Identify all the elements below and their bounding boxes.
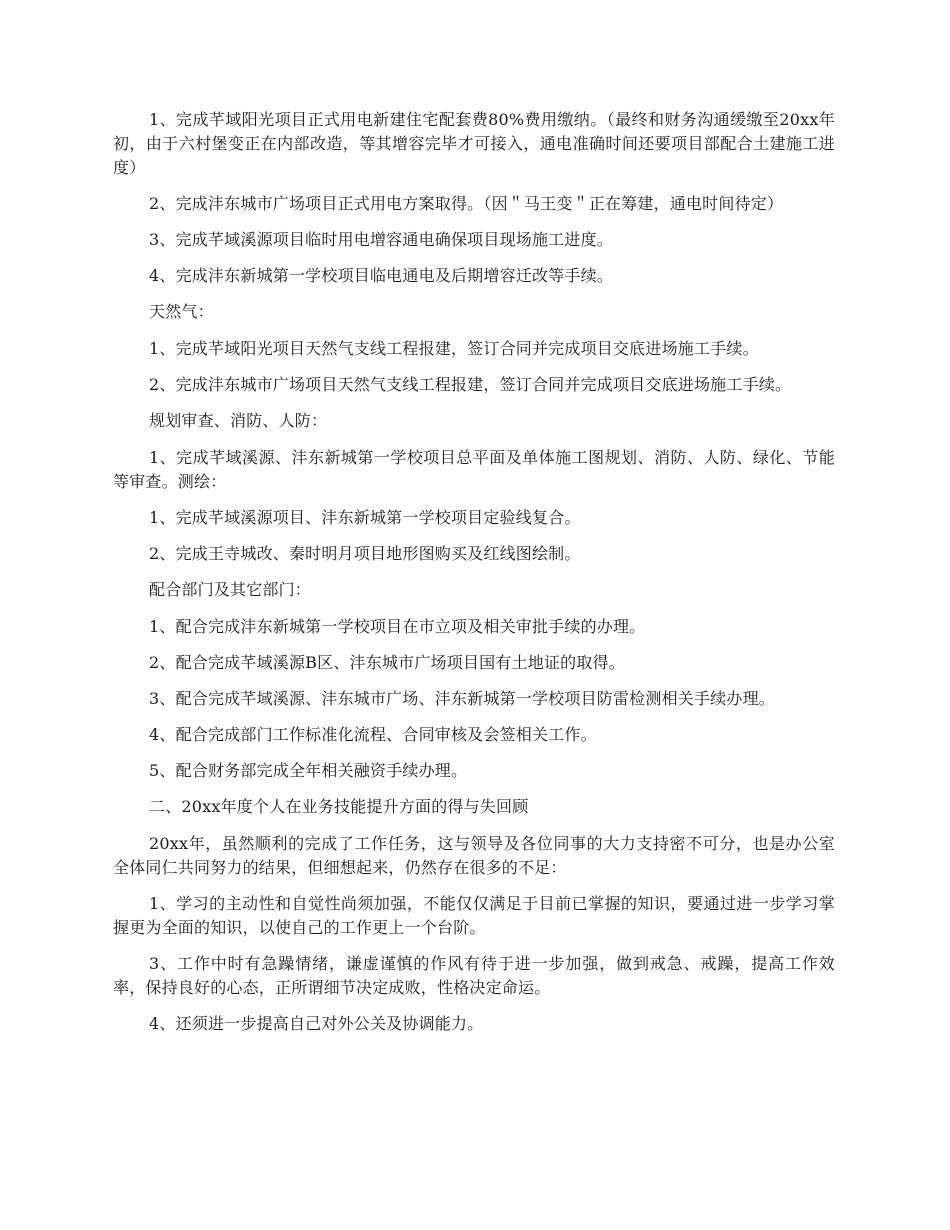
paragraph-electricity-item-4: 4、完成沣东新城第一学校项目临电通电及后期增容迁改等手续。 <box>149 266 613 285</box>
paragraph-cooperation-item-5: 5、配合财务部完成全年相关融资手续办理。 <box>149 761 468 780</box>
section-heading-natural-gas: 天然气： <box>149 302 214 321</box>
document-body <box>113 108 835 1048</box>
paragraph-review-item-4: 4、还须进一步提高自己对外公关及协调能力。 <box>149 1014 484 1033</box>
paragraph-gas-item-2: 2、完成沣东城市广场项目天然气支线工程报建，签订合同并完成项目交底进场施工手续。 <box>149 375 792 394</box>
paragraph-cooperation-item-1: 1、配合完成沣东新城第一学校项目在市立项及相关审批手续的办理。 <box>149 617 646 636</box>
paragraph-gas-item-1: 1、完成芊域阳光项目天然气支线工程报建，签订合同并完成项目交底进场施工手续。 <box>149 339 759 358</box>
paragraph-electricity-item-2: 2、完成沣东城市广场项目正式用电方案取得。（因＂马王变＂正在筹建，通电时间待定） <box>149 194 784 213</box>
paragraph-electricity-item-1: 1、完成芊域阳光项目正式用电新建住宅配套费80%费用缴纳。（最终和财务沟通缓缴至20xx年初，由于六村堡变正在内部改造，等其增容完毕才可接入，通电准确时间还要项目部配合土建施工进度） <box>113 110 835 177</box>
paragraph-cooperation-item-4: 4、配合完成部门工作标准化流程、合同审核及会签相关工作。 <box>149 725 597 744</box>
section-heading-cooperation: 配合部门及其它部门： <box>149 580 312 599</box>
paragraph-electricity-item-3: 3、完成芊域溪源项目临时用电增容通电确保项目现场施工进度。 <box>149 230 613 249</box>
paragraph-review-item-1: 1、学习的主动性和自觉性尚须加强，不能仅仅满足于目前已掌握的知识，要通过进一步学习掌握更为全面的知识，以使自己的工作更上一个台阶。 <box>113 894 835 937</box>
paragraph-survey-item-1: 1、完成芊域溪源项目、沣东新城第一学校项目定验线复合。 <box>149 508 581 527</box>
paragraph-review-item-3: 3、工作中时有急躁情绪，谦虚谨慎的作风有待于进一步加强，做到戒急、戒躁，提高工作效率，保持良好的心态，正所谓细节决定成败，性格决定命运。 <box>113 954 835 997</box>
paragraph-cooperation-item-2: 2、配合完成芊域溪源B区、沣东城市广场项目国有土地证的取得。 <box>149 653 625 672</box>
paragraph-review-intro: 20xx年，虽然顺利的完成了工作任务，这与领导及各位同事的大力支持密不可分，也是办公室全体同仁共同努力的结果，但细想起来，仍然存在很多的不足： <box>113 834 835 877</box>
paragraph-survey-item-2: 2、完成王寺城改、秦时明月项目地形图购买及红线图绘制。 <box>149 544 581 563</box>
paragraph-cooperation-item-3: 3、配合完成芊域溪源、沣东城市广场、沣东新城第一学校项目防雷检测相关手续办理。 <box>149 689 775 708</box>
section-heading-planning-review: 规划审查、消防、人防： <box>149 411 328 430</box>
section-heading-review: 二、20xx年度个人在业务技能提升方面的得与失回顾 <box>149 797 529 816</box>
paragraph-planning-item-1: 1、完成芊域溪源、沣东新城第一学校项目总平面及单体施工图规划、消防、人防、绿化、节能等审查。测绘： <box>113 448 835 491</box>
